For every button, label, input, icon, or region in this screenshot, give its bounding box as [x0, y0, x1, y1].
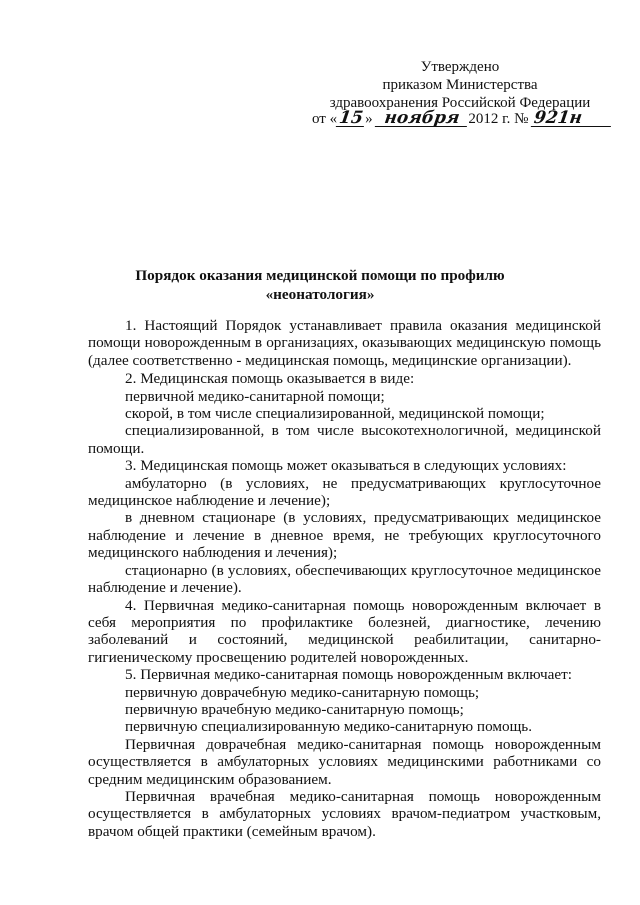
list-item: специализированной, в том числе высокотехнологичной, медицинской помощи.: [88, 422, 601, 457]
paragraph-3: 3. Медицинская помощь может оказываться в следующих условиях:: [125, 457, 567, 475]
document-title: [0, 266, 640, 304]
paragraph-7: Первичная врачебная медико-санитарная помощь новорожденным осуществляется в амбулаторных условиях врачом-педиатром участковым, врачом общей практики (семейным врачом).: [88, 787, 601, 840]
handwritten-order-number: 921н: [531, 110, 613, 127]
list-item: первичную врачебную медико-санитарную помощь;: [125, 700, 464, 718]
paragraph-6: Первичная доврачебная медико-санитарная помощь новорожденным осуществляется в амбулаторных условиях медицинскими работниками со средним медицинским образованием.: [88, 735, 601, 788]
list-item: в дневном стационаре (в условиях, предусматривающих медицинское наблюдение и лечение в дневное время, не требующих круглосуточного медицинского наблюдения и лечения);: [88, 509, 601, 562]
paragraph-4: 4. Первичная медико-санитарная помощь новорожденным включает в себя мероприятия по профилактике болезней, диагностике, лечению заболеваний и состояний, медицинской реабилитации, санитарно-гигиеническому просвещению родителей новорожденных.: [88, 596, 601, 666]
title-line-1: Порядок оказания медицинской помощи по профилю: [135, 267, 505, 284]
approval-label: Утверждено: [420, 59, 500, 75]
list-item: скорой, в том числе специализированной, медицинской помощи;: [125, 405, 545, 423]
order-date-line: [312, 110, 612, 128]
approval-order-label: приказом Министерства: [382, 77, 538, 93]
list-item: стационарно (в условиях, обеспечивающих круглосуточное медицинское наблюдение и лечение).: [88, 561, 601, 597]
order-year-label: 2012 г. №: [468, 111, 529, 127]
handwritten-day: 15: [336, 110, 366, 127]
list-item: первичную специализированную медико-санитарную помощь.: [125, 718, 532, 736]
paragraph-1: 1. Настоящий Порядок устанавливает правила оказания медицинской помощи новорожденным в организациях, оказывающих медицинскую помощь (далее соответственно - медицинская помощь, медицинские организации).: [88, 317, 601, 369]
title-line-2: «неонатология»: [265, 286, 375, 303]
date-quote-close: »: [365, 111, 373, 127]
document-body: [88, 317, 601, 840]
paragraph-5: 5. Первичная медико-санитарная помощь новорожденным включает:: [125, 666, 573, 684]
paragraph-2: 2. Медицинская помощь оказывается в виде:: [125, 370, 415, 388]
date-prefix: от «: [312, 111, 338, 127]
approval-ministry: здравоохранения Российской Федерации: [329, 95, 591, 111]
handwritten-month: ноября: [375, 110, 469, 127]
list-item: первичной медико-санитарной помощи;: [125, 387, 385, 405]
list-item: амбулаторно (в условиях, не предусматривающих круглосуточное медицинское наблюдение и лечение);: [88, 474, 601, 510]
approval-block: [310, 58, 610, 112]
list-item: первичную доврачебную медико-санитарную помощь;: [125, 683, 480, 701]
